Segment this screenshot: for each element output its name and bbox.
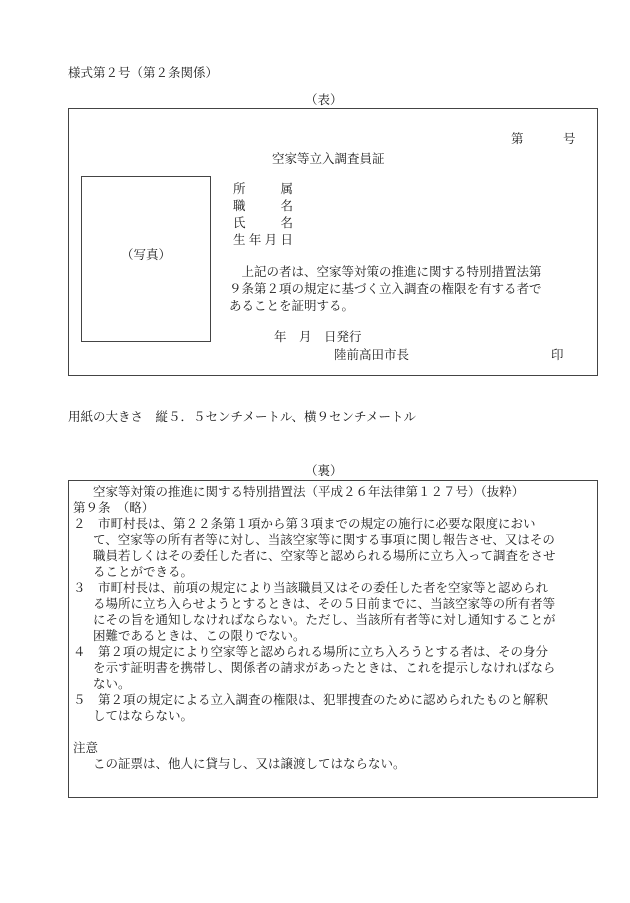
card-title: 空家等立入調査員証 [272, 151, 385, 166]
seal-mark: 印 [551, 347, 564, 362]
photo-box [81, 176, 211, 342]
back-text-line: ４ 第２項の規定により空家等と認められる場所に立ち入ろうとする者は、その身分 [73, 644, 549, 659]
back-text-line: にその旨を通知しなければならない。ただし、当該所有者等に対し通知することが [93, 612, 556, 627]
field-birthdate [233, 230, 293, 248]
issuer: 陸前高田市長 [334, 347, 410, 362]
back-side-label: （裏） [305, 463, 343, 478]
back-card [68, 480, 598, 798]
certification-line: あることを証明する。 [229, 298, 355, 313]
certification-line: 上記の者は、空家等対策の推進に関する特別措置法第 [241, 264, 542, 279]
back-text-line: 注意 [73, 740, 99, 755]
back-text-line [73, 724, 597, 740]
back-text-line: 第９条 （略） [73, 500, 155, 515]
field-label: 所属 [233, 181, 293, 196]
field-label: 職名 [233, 198, 293, 213]
back-text-line: 職員若しくはその委任した者に、空家等と認められる場所に立ち入って調査をさせ [93, 548, 556, 563]
back-text-line: て、空家等の所有者等に対し、当該空家等に関する事項に関し報告させ、又はその [93, 532, 555, 547]
photo-label: （写真） [120, 247, 171, 262]
back-text-line: 困難であるときは、この限りでない。 [93, 628, 306, 643]
back-text-line: ることができる。 [93, 564, 194, 579]
back-text [69, 484, 597, 772]
field-affiliation [233, 179, 293, 197]
certification-text [229, 263, 579, 314]
field-label: 氏名 [233, 215, 293, 230]
front-card [68, 108, 598, 376]
back-text-line: してはならない。 [93, 708, 194, 723]
paper-size-note: 用紙の大きさ 縦５．５センチメートル、横９センチメートル [68, 409, 417, 424]
issue-date: 年 月 日発行 [274, 329, 362, 344]
field-label: 生年月日 [233, 232, 293, 247]
field-position [233, 196, 293, 214]
back-text-line: を示す証明書を携帯し、関係者の請求があったときは、これを提示しなければなら [93, 660, 556, 675]
back-text-line: ２ 市町村長は、第２２条第１項から第３項までの規定の施行に必要な限度におい [73, 516, 536, 531]
certification-line: ９条第２項の規定に基づく立入調査の権限を有する者で [229, 281, 542, 296]
back-text-line: ５ 第２項の規定による立入調査の権限は、犯罪捜査のために認められたものと解釈 [73, 692, 549, 707]
back-text-line: ない。 [93, 676, 131, 691]
front-side-label: （表） [305, 92, 343, 107]
number-suffix: 号 [563, 131, 576, 146]
number-prefix: 第 [511, 131, 524, 146]
form-number: 様式第２号（第２条関係） [68, 65, 219, 80]
field-name [233, 213, 293, 231]
back-text-line: この証票は、他人に貸与し、又は譲渡してはならない。 [93, 756, 406, 771]
back-text-line: る場所に立ち入らせようとするときは、その５日前までに、当該空家等の所有者等 [93, 596, 556, 611]
back-text-line: ３ 市町村長は、前項の規定により当該職員又はその委任した者を空家等と認められ [73, 580, 549, 595]
back-text-line: 空家等対策の推進に関する特別措置法（平成２６年法律第１２７号）（抜粋） [93, 484, 525, 499]
